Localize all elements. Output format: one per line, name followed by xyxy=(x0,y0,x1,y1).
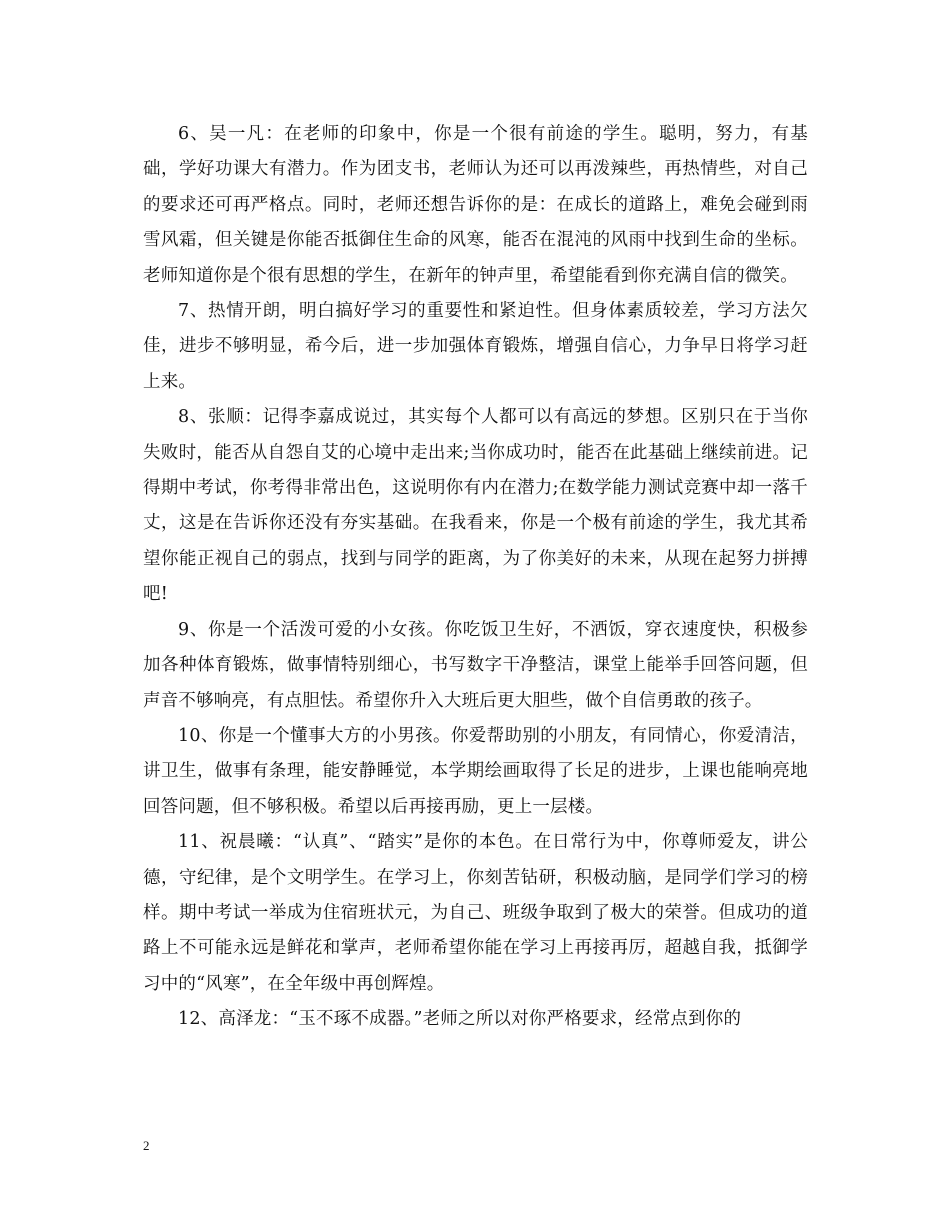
paragraph-12: 12、高泽龙：“玉不琢不成器。”老师之所以对你严格要求，经常点到你的 xyxy=(178,1009,742,1030)
paragraph-6: 6、吴一凡：在老师的印象中，你是一个很有前途的学生。聪明，努力，有基础，学好功课大有潜力。作为团支书，老师认为还可以再泼辣些，再热情些，对自己的要求还可再严格点。同时，老师还想告诉你的是：在成长的道路上，难免会碰到雨雪风霜，但关键是你能否抵御住生命的风寒，能否在混沌的风雨中找到生命的坐标。老师知道你是个很有思想的学生，在新年的钟声里，希望能看到你充满自信的微笑。 xyxy=(143,124,808,286)
paragraph-11: 11、祝晨曦：“认真”、“踏实”是你的本色。在日常行为中，你尊师爱友，讲公德，守纪律，是个文明学生。在学习上，你刻苦钻研，积极动脑，是同学们学习的榜样。期中考试一举成为住宿班状元，为自己、班级争取到了极大的荣誉。但成功的道路上不可能永远是鲜花和掌声，老师希望你能在学习上再接再厉，超越自我，抵御学习中的“风寒”，在全年级中再创辉煌。 xyxy=(143,832,808,994)
page-number: 2 xyxy=(143,1138,150,1153)
paragraph-10: 10、你是一个懂事大方的小男孩。你爱帮助别的小朋友，有同情心，你爱清洁，讲卫生，做事有条理，能安静睡觉，本学期绘画取得了长足的进步，上课也能响亮地回答问题，但不够积极。希望以后再接再励，更上一层楼。 xyxy=(143,725,808,817)
paragraph-9: 9、你是一个活泼可爱的小女孩。你吃饭卫生好，不洒饭，穿衣速度快，积极参加各种体育锻炼，做事情特别细心，书写数字干净整洁，课堂上能举手回答问题，但声音不够响亮，有点胆怯。希望你升入大班后更大胆些，做个自信勇敢的孩子。 xyxy=(143,619,808,711)
paragraph-7: 7、热情开朗，明白搞好学习的重要性和紧迫性。但身体素质较差，学习方法欠佳，进步不够明显，希今后，进一步加强体育锻炼，增强自信心，力争早日将学习赶上来。 xyxy=(143,301,808,392)
paragraph-8: 8、张顺：记得李嘉成说过，其实每个人都可以有高远的梦想。区别只在于当你失败时，能否从自怨自艾的心境中走出来;当你成功时，能否在此基础上继续前进。记得期中考试，你考得非常出色，这说明你有内在潜力;在数学能力测试竞赛中却一落千丈，这是在告诉你还没有夯实基础。在我看来，你是一个极有前途的学生，我尤其希望你能正视自己的弱点，找到与同学的距离，为了你美好的未来，从现在起努力拼搏吧! xyxy=(143,407,808,605)
document-body xyxy=(143,117,808,1038)
